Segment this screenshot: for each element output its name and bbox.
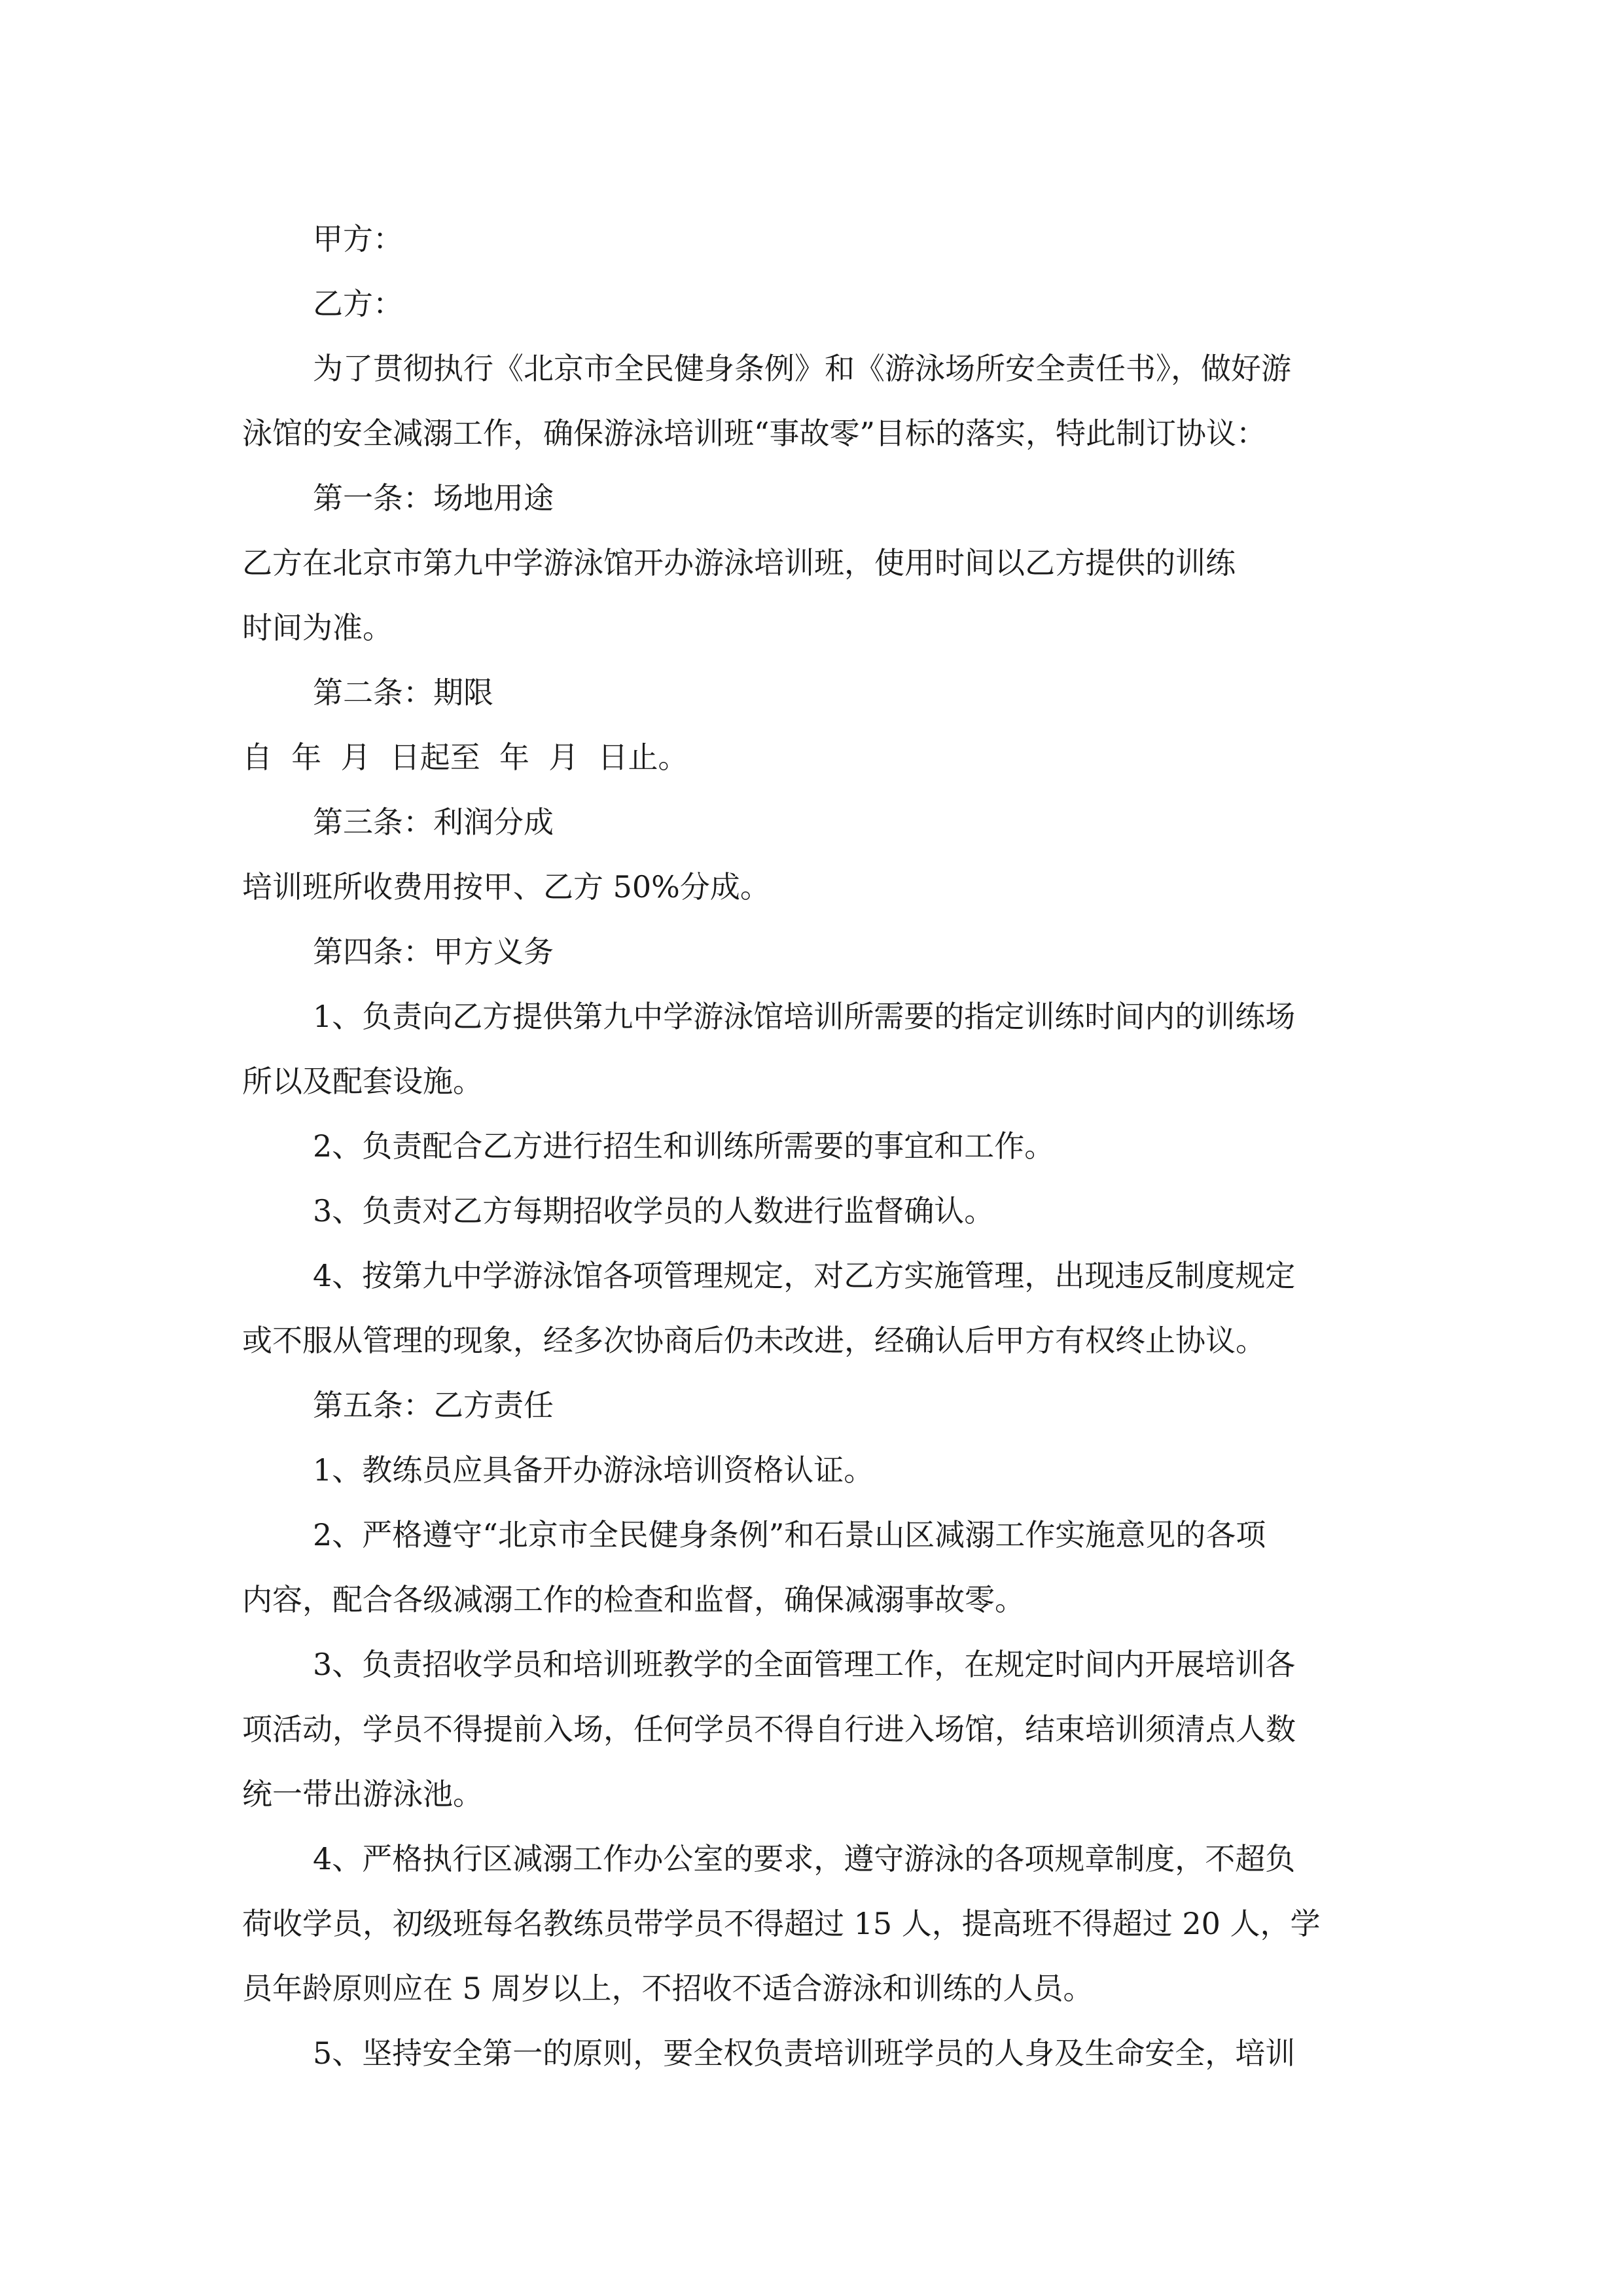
article-5-item-4-line-1: 4、严格执行区减溺工作办公室的要求，遵守游泳的各项规章制度，不超负 [313, 1841, 1296, 1876]
preamble-line-1: 为了贯彻执行《北京市全民健身条例》和《游泳场所安全责任书》，做好游 [313, 351, 1291, 386]
article-3-heading: 第三条：利润分成 [313, 804, 554, 840]
article-5-item-1: 1、教练员应具备开办游泳培训资格认证。 [313, 1452, 874, 1488]
article-5-item-3-line-2: 项活动，学员不得提前入场，任何学员不得自行进入场馆，结束培训须清点人数 [242, 1712, 1296, 1747]
article-5-item-2-line-1: 2、严格遵守“北京市全民健身条例”和石景山区减溺工作实施意见的各项 [313, 1517, 1266, 1552]
article-1-text-2: 时间为准。 [242, 610, 393, 645]
article-1-heading: 第一条：场地用途 [313, 480, 554, 516]
article-2-heading: 第二条：期限 [313, 675, 493, 710]
preamble-line-2: 泳馆的安全减溺工作，确保游泳培训班“事故零”目标的落实，特此制订协议： [242, 416, 1267, 451]
article-4-item-2: 2、负责配合乙方进行招生和训练所需要的事宜和工作。 [313, 1128, 1055, 1164]
article-5-item-2-line-2: 内容，配合各级减溺工作的检查和监督，确保减溺事故零。 [242, 1582, 1025, 1617]
agreement-body [242, 207, 1386, 2086]
article-4-item-1-line-2: 所以及配套设施。 [242, 1064, 483, 1099]
article-4-item-4-line-2: 或不服从管理的现象，经多次协商后仍未改进，经确认后甲方有权终止协议。 [242, 1323, 1266, 1358]
article-4-item-3: 3、负责对乙方每期招收学员的人数进行监督确认。 [313, 1193, 995, 1229]
article-4-heading: 第四条：甲方义务 [313, 934, 554, 969]
article-5-item-5-line-1: 5、坚持安全第一的原则，要全权负责培训班学员的人身及生命安全，培训 [313, 2036, 1296, 2071]
article-3-text: 培训班所收费用按甲、乙方 50%分成。 [242, 869, 770, 905]
party-b-line: 乙方： [313, 286, 403, 321]
party-a-line: 甲方： [313, 221, 403, 257]
article-5-item-4-line-2: 荷收学员，初级班每名教练员带学员不得超过 15 人，提高班不得超过 20 人，学 [242, 1906, 1321, 1941]
article-4-item-1-line-1: 1、负责向乙方提供第九中学游泳馆培训所需要的指定训练时间内的训练场 [313, 999, 1296, 1034]
article-5-item-3-line-3: 统一带出游泳池。 [242, 1776, 483, 1812]
article-1-text-1: 乙方在北京市第九中学游泳馆开办游泳培训班，使用时间以乙方提供的训练 [242, 545, 1236, 581]
article-4-item-4-line-1: 4、按第九中学游泳馆各项管理规定，对乙方实施管理，出现违反制度规定 [313, 1258, 1296, 1293]
article-5-heading: 第五条：乙方责任 [313, 1388, 554, 1423]
article-2-text: 自 年 月 日起至 年 月 日止。 [242, 740, 688, 775]
article-5-item-4-line-3: 员年龄原则应在 5 周岁以上，不招收不适合游泳和训练的人员。 [242, 1971, 1094, 2006]
article-5-item-3-line-1: 3、负责招收学员和培训班教学的全面管理工作，在规定时间内开展培训各 [313, 1647, 1296, 1682]
